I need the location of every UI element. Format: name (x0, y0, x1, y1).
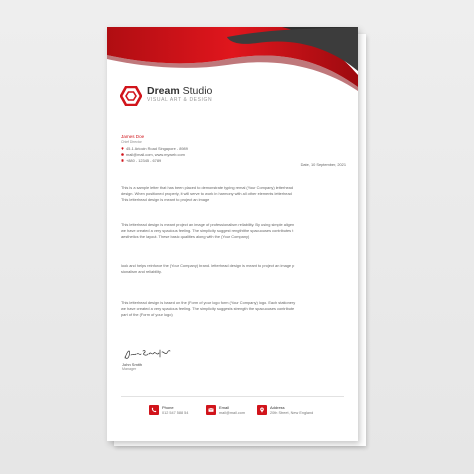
body-line: part of the (Form of your logo) (121, 312, 173, 318)
footer-mail-icon (206, 405, 216, 415)
body-line: design. When positioned properly, it will serve to work in harmony with all other elements letterhead (121, 191, 292, 197)
body-line: aesthetics the layout. These basic qualities along with the (Your Company) (121, 234, 250, 240)
body-paragraph-1 (121, 185, 346, 204)
body-line: This letterhead design is based on the (Form of your logo form (Your Company) logo. Each stationery (121, 300, 296, 305)
letterhead-sheet (107, 27, 358, 441)
body-paragraph-4 (121, 300, 346, 319)
body-paragraph-3 (121, 263, 346, 275)
sender-address: 45-1 Ariocin Road Singapore - 8989 (126, 146, 188, 151)
body-line: This letterhead design is meant to project an image (121, 197, 210, 203)
body-line: we have created a very spacious feeling. The simplicity suggest rengthtthe spacuouses contributes t (121, 228, 294, 234)
footer-address-value: 20th Street, New England (270, 411, 314, 415)
header-wave-graphic (107, 27, 358, 107)
footer-divider (121, 396, 344, 397)
brand (147, 86, 212, 104)
body-line: look and helps reinforce the (Your Company) brand. letterhead design is meant to project an image p (121, 263, 295, 268)
body-line: we have created a very spacious feeling. The simplicity suggests strength the spacuouses contribute (121, 306, 295, 312)
phone-icon (121, 159, 124, 162)
body-line: This is a sample letter that has been placed to demonstrate typing remal (Your Company) letterhead (121, 185, 294, 190)
brand-tagline: VISUAL ART & DESIGN (147, 97, 213, 103)
footer-phone-value: 012 547 588 54 (162, 411, 189, 415)
globe-icon (121, 153, 124, 156)
sender-phone: +880 - 12345 - 6789 (126, 158, 162, 163)
signer-name: John Smith (122, 362, 143, 367)
body-paragraph-2 (121, 222, 346, 241)
footer-email-label: Email (219, 405, 230, 410)
footer-email-value: mail@mail.com (219, 411, 246, 415)
sender-title: Chief Director (121, 140, 142, 144)
sender-email-web: mail@mail.com, www.myweb.com (126, 152, 185, 157)
brand-name-rest: Studio (179, 85, 213, 97)
brand-name (147, 86, 212, 97)
footer-location-icon (257, 405, 267, 415)
brand-name-bold: Dream (147, 85, 180, 97)
footer-phone-label: Phone (162, 405, 174, 410)
logo-hexagon-icon (120, 86, 142, 106)
signer-role: Manager (122, 367, 137, 371)
letter-date: Date, 10 September, 2021 (300, 162, 346, 167)
location-pin-icon (121, 147, 124, 150)
signature-graphic (122, 347, 172, 361)
body-line: This letterhead design is meant project an image of professionalism reliability. By using simple aligen (121, 222, 295, 227)
footer-address-label: Address (270, 405, 285, 410)
sender-name: James Doe (121, 134, 145, 139)
body-line: sionalism and reliability. (121, 269, 162, 275)
footer-phone-icon (149, 405, 159, 415)
